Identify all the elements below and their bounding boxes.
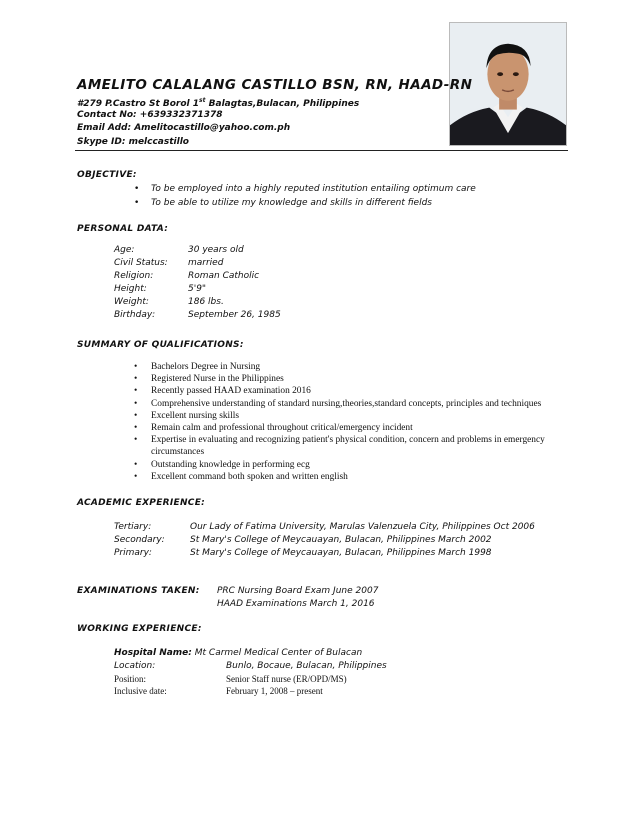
exam-item: PRC Nursing Board Exam June 2007 <box>217 586 379 596</box>
dates-label: Inclusive date: <box>114 686 167 696</box>
summary-heading: SUMMARY OF QUALIFICATIONS: <box>77 340 244 350</box>
list-item: • Comprehensive understanding of standard nursing,theories,standard concepts, principles and techniques <box>134 398 564 410</box>
email-address: Email Add: Amelitocastillo@yahoo.com.ph <box>77 123 291 133</box>
list-item: • Outstanding knowledge in performing ecg <box>134 459 564 471</box>
full-name: AMELITO CALALANG CASTILLO BSN, RN, HAAD-RN <box>77 77 473 93</box>
list-item: • To be able to utilize my knowledge and skills in different fields <box>134 196 476 210</box>
skype-id: Skype ID: melccastillo <box>77 137 189 147</box>
contact-number: Contact No: +639332371378 <box>77 110 223 120</box>
dates-value: February 1, 2008 – present <box>226 686 323 696</box>
table-row: Tertiary: Our Lady of Fatima University, Marulas Valenzuela City, Philippines Oct 2006 <box>114 522 535 532</box>
list-item: • Registered Nurse in the Philippines <box>134 373 564 385</box>
position-label: Position: <box>114 674 147 684</box>
qualifications-list <box>134 361 564 483</box>
list-item: • Recently passed HAAD examination 2016 <box>134 385 564 397</box>
table-row: Weight: 186 lbs. <box>114 297 224 307</box>
working-experience-heading: WORKING EXPERIENCE: <box>77 624 202 634</box>
table-row: Secondary: St Mary's College of Meycauayan, Bulacan, Philippines March 2002 <box>114 535 492 545</box>
list-item: • Expertise in evaluating and recognizing patient's physical condition, concern and problems in emergency circumstances <box>134 434 564 458</box>
table-row: Age: 30 years old <box>114 245 244 255</box>
table-row: Religion: Roman Catholic <box>114 271 260 281</box>
academic-heading: ACADEMIC EXPERIENCE: <box>77 498 206 508</box>
header-divider <box>75 150 568 151</box>
list-item: • To be employed into a highly reputed institution entailing optimum care <box>134 182 476 196</box>
exam-item: HAAD Examinations March 1, 2016 <box>217 599 375 609</box>
table-row: Civil Status: married <box>114 258 224 268</box>
personal-data-table <box>114 244 281 322</box>
list-item: • Excellent command both spoken and written english <box>134 471 564 483</box>
address: #279 P.Castro St Borol 1st Balagtas,Bulacan, Philippines <box>77 97 360 109</box>
list-item: • Excellent nursing skills <box>134 410 564 422</box>
table-row: Height: 5'9" <box>114 284 207 294</box>
table-row: Primary: St Mary's College of Meycauayan, Bulacan, Philippines March 1998 <box>114 548 492 558</box>
list-item: • Bachelors Degree in Nursing <box>134 361 564 373</box>
location-label: Location: <box>114 661 156 671</box>
personal-data-heading: PERSONAL DATA: <box>77 224 169 234</box>
objective-list <box>134 182 476 210</box>
examinations-heading: EXAMINATIONS TAKEN: <box>77 586 200 596</box>
table-row: Birthday: September 26, 1985 <box>114 310 281 320</box>
list-item: • Remain calm and professional throughout critical/emergency incident <box>134 422 564 434</box>
academic-table <box>114 521 535 560</box>
location-value: Bunlo, Bocaue, Bulacan, Philippines <box>226 661 387 671</box>
hospital-name: Hospital Name: Mt Carmel Medical Center of Bulacan <box>114 648 363 658</box>
objective-heading: OBJECTIVE: <box>77 170 137 180</box>
position-value: Senior Staff nurse (ER/OPD/MS) <box>226 674 347 684</box>
